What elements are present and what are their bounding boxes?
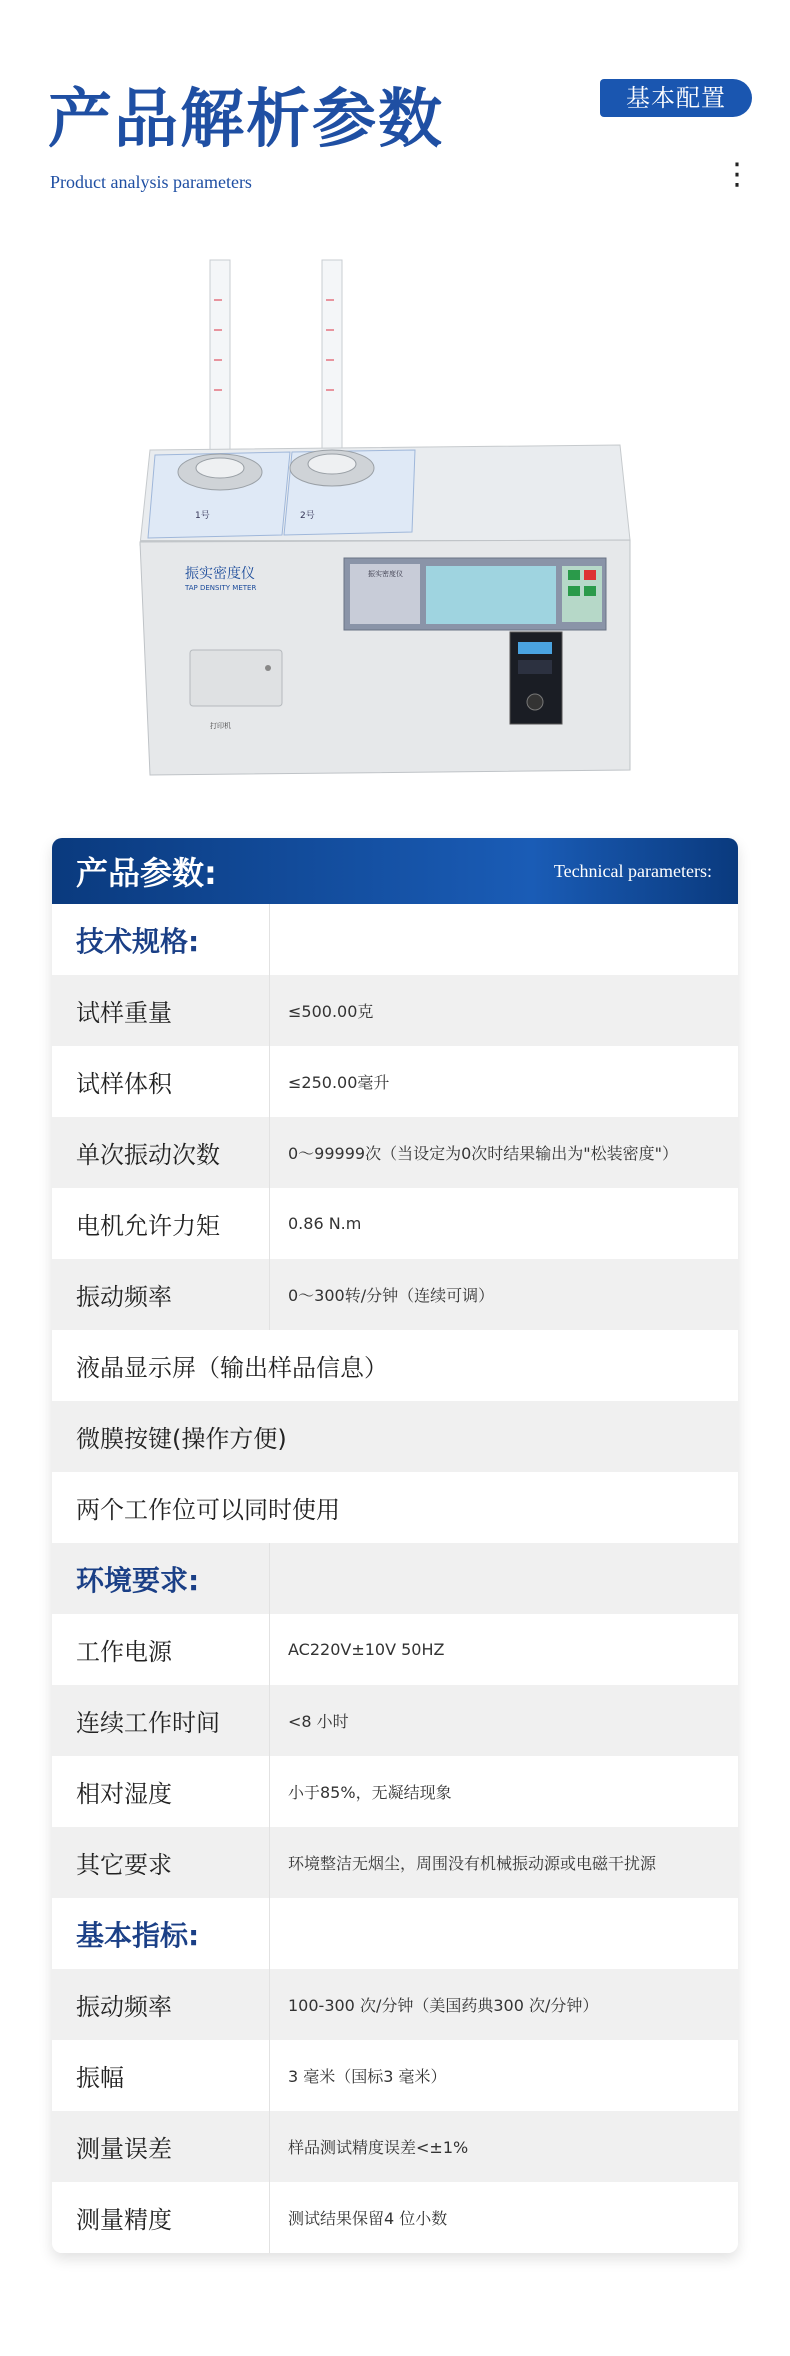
table-row xyxy=(52,2111,738,2182)
section-row xyxy=(52,1543,738,1614)
table-body xyxy=(52,904,738,2253)
row-value: <8 小时 xyxy=(288,1712,349,1731)
section-row xyxy=(52,904,738,975)
row-value xyxy=(270,904,738,975)
table-row xyxy=(52,1472,738,1543)
station-2-label: 2号 xyxy=(300,511,315,521)
row-label: 振动频率 xyxy=(52,1259,270,1330)
row-value: 0～300转/分钟（连续可调） xyxy=(288,1286,495,1305)
row-label: 其它要求 xyxy=(52,1827,270,1898)
more-menu-icon[interactable]: ⋮ xyxy=(722,157,752,192)
row-value: 0～99999次（当设定为0次时结果输出为"松装密度"） xyxy=(288,1144,678,1163)
device-label-en: TAP DENSITY METER xyxy=(185,584,257,592)
config-badge: 基本配置 xyxy=(600,79,752,117)
row-value xyxy=(270,1543,738,1614)
row-value: 0.86 N.m xyxy=(288,1214,362,1233)
row-label: 测量精度 xyxy=(52,2182,270,2253)
table-row xyxy=(52,1614,738,1685)
cylinder-right xyxy=(322,260,342,450)
page-title: 产品解析参数 xyxy=(48,82,444,157)
row-label: 连续工作时间 xyxy=(52,1685,270,1756)
row-value: 3 毫米（国标3 毫米） xyxy=(288,2067,447,2086)
row-value: 100-300 次/分钟（美国药典300 次/分钟） xyxy=(288,1996,599,2015)
row-label: 液晶显示屏（输出样品信息） xyxy=(76,1354,388,1382)
row-value: 测试结果保留4 位小数 xyxy=(288,2209,448,2228)
table-row xyxy=(52,2182,738,2253)
table-row xyxy=(52,1969,738,2040)
section-row xyxy=(52,1898,738,1969)
table-row xyxy=(52,1756,738,1827)
row-value: ≤250.00毫升 xyxy=(288,1073,390,1092)
row-label: 测量误差 xyxy=(52,2111,270,2182)
cylinder-left xyxy=(210,260,230,450)
printer-label: 打印机 xyxy=(210,722,231,730)
table-row xyxy=(52,1259,738,1330)
station-1-label: 1号 xyxy=(195,511,210,521)
table-row xyxy=(52,2040,738,2111)
table-title-en: Technical parameters: xyxy=(553,860,712,881)
product-image xyxy=(110,240,670,800)
row-label: 微膜按键(操作方便) xyxy=(76,1425,287,1453)
table-row xyxy=(52,1330,738,1401)
row-label: 单次振动次数 xyxy=(52,1117,270,1188)
row-value: ≤500.00克 xyxy=(288,1002,374,1021)
row-label: 振幅 xyxy=(52,2040,270,2111)
page-subtitle: Product analysis parameters xyxy=(50,172,252,192)
screen-title: 振实密度仪 xyxy=(368,570,403,578)
table-row xyxy=(52,975,738,1046)
table-title: 产品参数: xyxy=(76,854,217,892)
row-label: 试样体积 xyxy=(52,1046,270,1117)
table-row xyxy=(52,1188,738,1259)
device-label: 振实密度仪 xyxy=(185,566,255,582)
row-label: 电机允许力矩 xyxy=(52,1188,270,1259)
row-label: 相对湿度 xyxy=(52,1756,270,1827)
row-value xyxy=(270,1898,738,1969)
row-value: AC220V±10V 50HZ xyxy=(288,1640,445,1659)
table-row xyxy=(52,1401,738,1472)
table-row xyxy=(52,1827,738,1898)
table-header xyxy=(52,838,738,904)
table-row xyxy=(52,1046,738,1117)
table-row xyxy=(52,1685,738,1756)
table-row xyxy=(52,1117,738,1188)
row-label: 工作电源 xyxy=(52,1614,270,1685)
row-label: 两个工作位可以同时使用 xyxy=(76,1496,340,1524)
section-label: 环境要求: xyxy=(52,1543,270,1614)
section-label: 技术规格: xyxy=(52,904,270,975)
row-value: 环境整洁无烟尘，周围没有机械振动源或电磁干扰源 xyxy=(288,1854,657,1873)
section-label: 基本指标: xyxy=(52,1898,270,1969)
parameter-table xyxy=(52,838,738,2253)
row-label: 振动频率 xyxy=(52,1969,270,2040)
row-label: 试样重量 xyxy=(52,975,270,1046)
row-value: 小于85%，无凝结现象 xyxy=(288,1783,452,1802)
row-value: 样品测试精度误差<±1% xyxy=(288,2138,469,2157)
